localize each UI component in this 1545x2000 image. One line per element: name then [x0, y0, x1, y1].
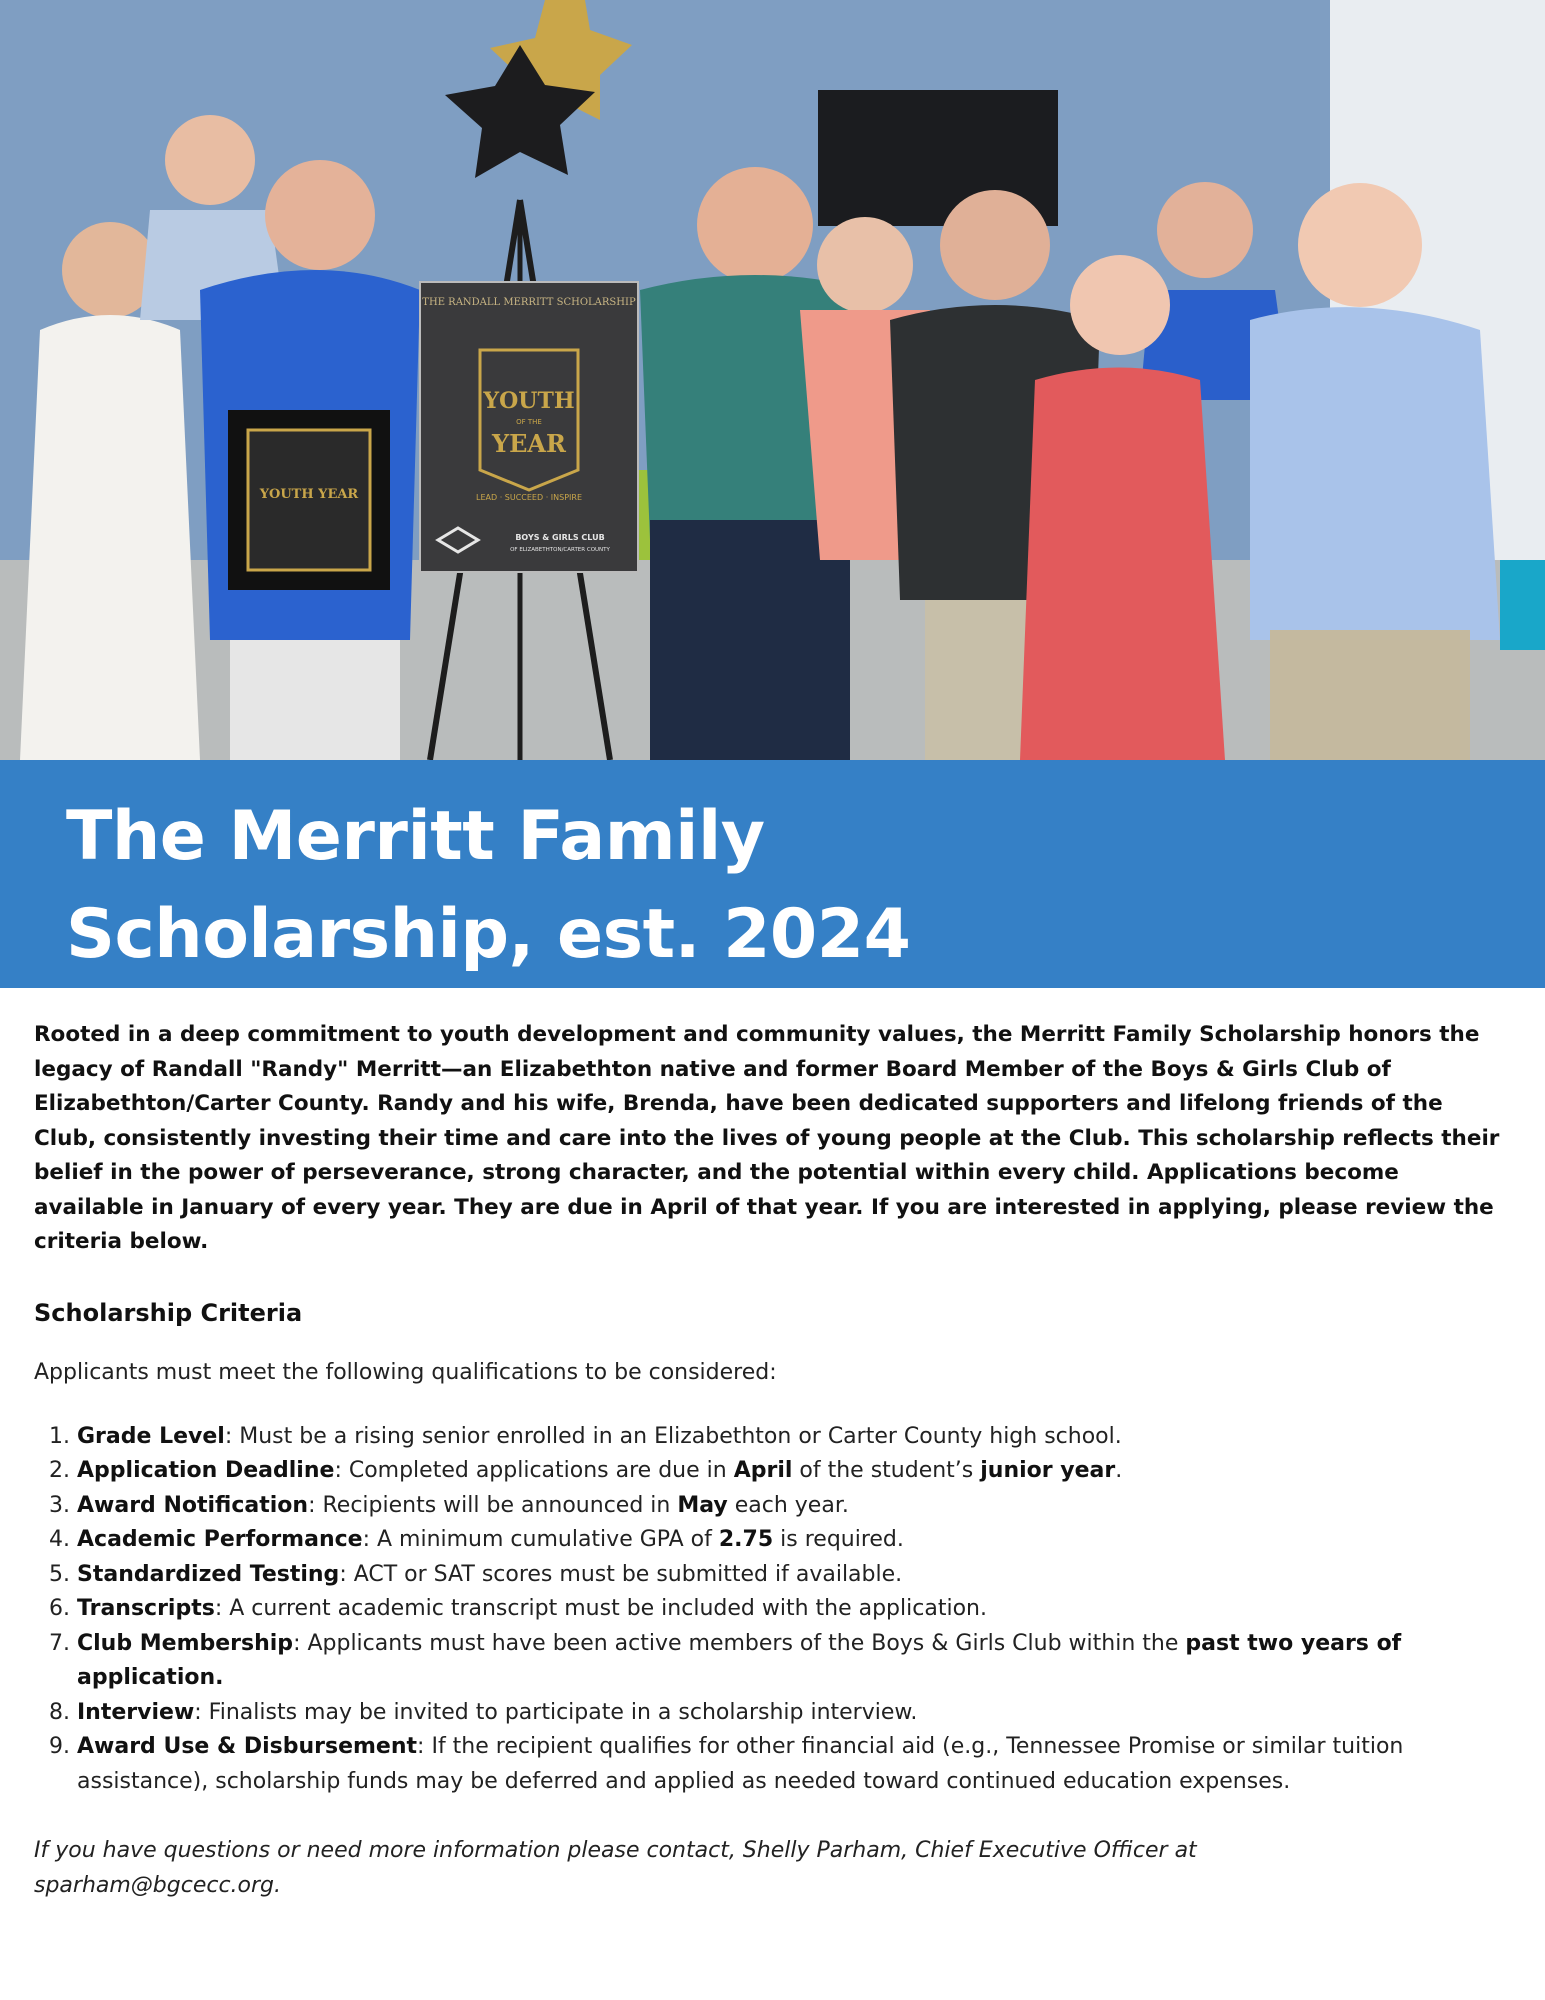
title-banner	[0, 760, 1545, 988]
hero-photo	[0, 0, 1545, 760]
criteria-item-label: Award Notification	[77, 1492, 309, 1518]
scholarship-sign	[420, 282, 638, 572]
criteria-item	[77, 1627, 1511, 1696]
criteria-item-label: Interview	[77, 1699, 195, 1725]
criteria-item	[77, 1489, 1511, 1524]
criteria-item-text: : ACT or SAT scores must be submitted if available.	[339, 1561, 903, 1587]
criteria-item-text: .	[1115, 1458, 1123, 1483]
criteria-item-text: : A current academic transcript must be included with the application.	[214, 1596, 987, 1621]
group-photo-illustration	[0, 0, 1545, 760]
criteria-item-emphasis: April	[733, 1458, 793, 1483]
criteria-item-text: : Recipients will be announced in	[308, 1492, 678, 1518]
sign-heading: THE RANDALL MERRITT SCHOLARSHIP	[422, 297, 636, 308]
contact-note	[34, 1833, 1511, 1903]
criteria-item	[77, 1420, 1511, 1455]
intro-paragraph: Rooted in a deep commitment to youth development and community values, the Merritt Family Scholarship honors the legacy of Randall "Randy" Merritt—an Elizabethton native and former Board Member of the Boys & Girls Club of Elizabethton/Carter County. Randy and his wife, Brenda, have been dedicated supporters and lifelong friends of the Club, consistently investing their time and care into the lives of young people at the Club. This scholarship reflects their belief in the power of perseverance, strong character, and the potential within every child. Applications become available in January of every year. They are due in April of that year. If you are interested in applying, please review the criteria below.	[34, 1022, 1500, 1254]
criteria-lead: Applicants must meet the following qualifications to be considered:	[34, 1359, 777, 1385]
criteria-item-label: Grade Level	[77, 1423, 225, 1449]
criteria-item-emphasis: May	[677, 1492, 728, 1518]
sign-club: BOYS & GIRLS CLUB	[515, 533, 605, 542]
criteria-item-text: : Must be a rising senior enrolled in an Elizabethton or Carter County high school.	[224, 1423, 1122, 1449]
criteria-item-text: : A minimum cumulative GPA of	[362, 1527, 719, 1552]
criteria-item	[77, 1696, 1511, 1731]
document-body	[0, 988, 1545, 1903]
criteria-item	[77, 1454, 1511, 1489]
criteria-item-text: : Applicants must have been active members of the Boys & Girls Club within the	[293, 1630, 1186, 1656]
sign-club-sub: OF ELIZABETHTON/CARTER COUNTY	[510, 547, 610, 553]
criteria-item-label: Transcripts	[77, 1596, 215, 1621]
contact-email[interactable]: sparham@bgcecc.org.	[34, 1873, 282, 1898]
criteria-item-text: each year.	[727, 1492, 849, 1518]
criteria-item-label: Award Use & Disbursement	[77, 1734, 418, 1759]
criteria-item-text: : If the recipient qualifies for other financial aid (e.g., Tennessee Promise or similar tuition assistance), scholarship funds may be deferred and applied as needed toward continued education expenses.	[77, 1734, 1404, 1794]
criteria-item-text: is required.	[773, 1527, 904, 1552]
criteria-item-text: : Completed applications are due in	[334, 1458, 734, 1483]
plaque-title: YOUTH YEAR	[259, 487, 359, 502]
criteria-item	[77, 1558, 1511, 1593]
criteria-item-text: : Finalists may be invited to participate in a scholarship interview.	[194, 1699, 918, 1725]
criteria-item-text: of the student’s	[792, 1458, 981, 1483]
title-line-1: The Merritt Family	[66, 797, 765, 876]
sign-title-of: OF THE	[516, 418, 542, 426]
sign-tagline: LEAD · SUCCEED · INSPIRE	[476, 493, 582, 502]
award-plaque	[228, 410, 390, 590]
page-title	[66, 788, 1545, 984]
criteria-heading: Scholarship Criteria	[34, 1298, 303, 1327]
criteria-item-emphasis: junior year	[980, 1458, 1116, 1483]
criteria-item	[77, 1523, 1511, 1558]
criteria-item-label: Application Deadline	[77, 1458, 335, 1483]
criteria-item	[77, 1730, 1511, 1799]
criteria-item-emphasis: 2.75	[718, 1527, 774, 1552]
contact-text: If you have questions or need more information please contact, Shelly Parham, Chief Executive Officer at	[34, 1838, 1197, 1863]
sign-title-year: YEAR	[492, 429, 566, 458]
criteria-item-label: Standardized Testing	[77, 1561, 340, 1587]
criteria-item-label: Club Membership	[77, 1630, 294, 1656]
title-line-2: Scholarship, est. 2024	[66, 895, 911, 974]
sign-title-youth: YOUTH	[483, 388, 575, 414]
criteria-item-emphasis: past two years of application.	[77, 1630, 1402, 1690]
criteria-item-label: Academic Performance	[77, 1527, 363, 1552]
criteria-item	[77, 1592, 1511, 1627]
criteria-list	[34, 1420, 1511, 1800]
